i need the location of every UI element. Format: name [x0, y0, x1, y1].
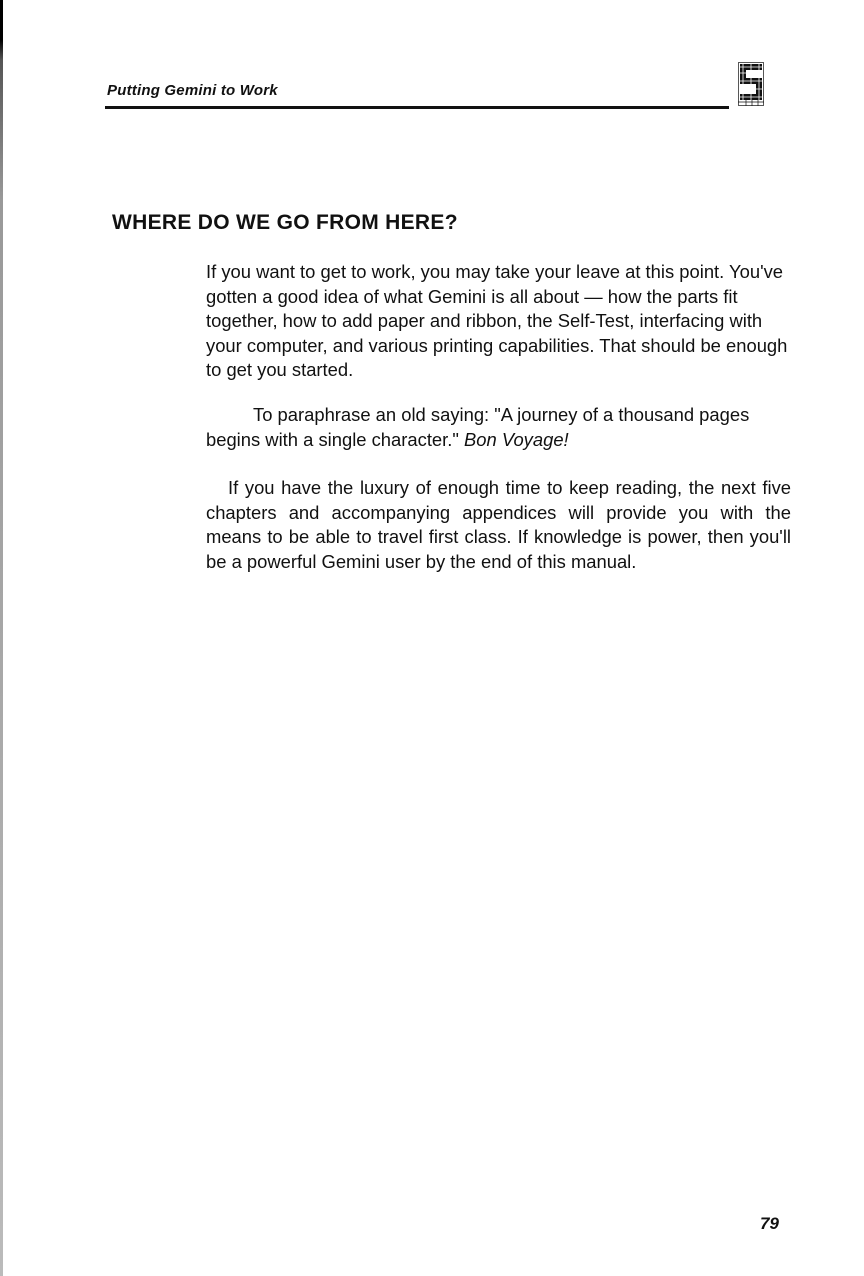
paragraph-quote	[206, 403, 791, 452]
quote-text: To paraphrase an old saying: "A journey of a thousand pages begins with a single character."	[206, 404, 750, 450]
bon-voyage: Bon Voyage!	[464, 428, 569, 450]
paragraph-intro: If you want to get to work, you may take your leave at this point. You've gotten a good idea of what Gemini is all about — how the parts fit together, how to add paper and ribbon, the Self-Test, interfacing with your computer, and various printing capabilities. That should be enough to get you started.	[206, 261, 788, 381]
page-number: 79	[760, 1214, 779, 1233]
continue-text: If you have the luxury of enough time to keep reading, the next five chapters and accompanying appendices will provide you with the means to be able to travel first class. If knowledge is power, then you'll be a powerful Gemini user by the end of this manual.	[206, 477, 791, 572]
numeral-5-dot-matrix-icon	[738, 62, 764, 106]
paragraph-continue	[206, 476, 791, 574]
header-rule	[105, 106, 729, 109]
running-head: Putting Gemini to Work	[107, 82, 278, 99]
section-title: WHERE DO WE GO FROM HERE?	[112, 211, 458, 234]
scan-edge	[0, 0, 3, 1276]
